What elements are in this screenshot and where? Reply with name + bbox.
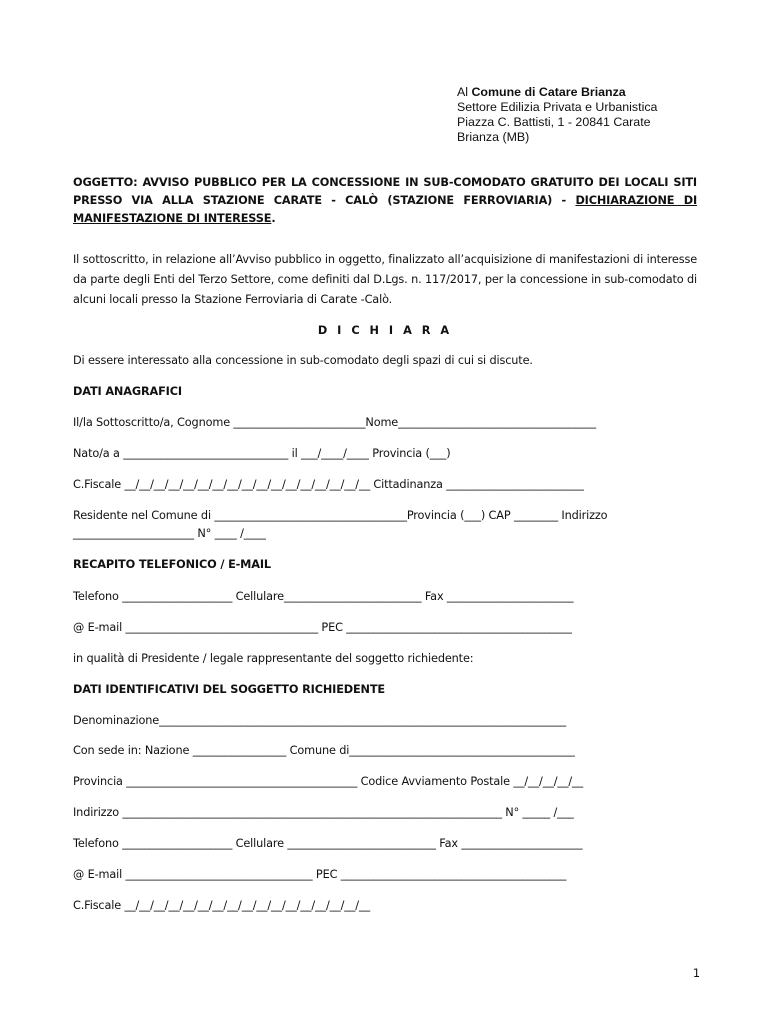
contacts-email-field[interactable]: @ E-mail ___________________________________ PEC _________________________________________ (73, 621, 572, 634)
recipient-prefix: Al (457, 85, 472, 99)
page-number: 1 (692, 967, 700, 980)
personal-birth-field[interactable]: Nato/a a ______________________________ il ___/____/____ Provincia (___) (73, 447, 451, 460)
contacts-phone-field[interactable]: Telefono ____________________ Cellulare_________________________ Fax _______________________ (73, 590, 574, 603)
subject-end: . (271, 212, 276, 225)
recipient-department: Settore Edilizia Privata e Urbanistica (457, 100, 658, 114)
applicant-seat-field[interactable]: Con sede in: Nazione _________________ Comune di_________________________________________ (73, 744, 575, 757)
applicant-heading: DATI IDENTIFICATIVI DEL SOGGETTO RICHIEDENTE (73, 683, 385, 696)
subject-underlined: DICHIARAZIONE DI MANIFESTAZIONE DI INTERESSE (73, 194, 698, 225)
recipient-address-line1: Piazza C. Battisti, 1 - 20841 Carate (457, 115, 651, 129)
applicant-denomination-field[interactable]: Denominazione__________________________________________________________________________ (73, 714, 566, 727)
contacts-heading: RECAPITO TELEFONICO / E-MAIL (73, 558, 271, 571)
recipient-name-line (457, 85, 697, 100)
applicant-tax-code-field[interactable]: C.Fiscale __/__/__/__/__/__/__/__/__/__/__/__/__/__/__/__/__ (73, 899, 370, 912)
personal-name-field[interactable]: Il/la Sottoscritto/a, Cognome ________________________Nome____________________________________ (73, 416, 597, 429)
subject-main: OGGETTO: AVVISO PUBBLICO PER LA CONCESSIONE IN SUB-COMODATO GRATUITO DEI LOCALI SITI PRESSO VIA ALLA STAZIONE CARATE - CALÒ (STAZIONE FERROVIARIA) - (73, 176, 697, 207)
capacity-statement: in qualità di Presidente / legale rappresentante del soggetto richiedente: (73, 652, 474, 665)
personal-residence-address-field[interactable]: ______________________ N° ____ /____ (73, 527, 266, 540)
applicant-province-field[interactable]: Provincia __________________________________________ Codice Avviamento Postale __/__/__/__/__ (73, 775, 583, 788)
applicant-phone-field[interactable]: Telefono ____________________ Cellulare ___________________________ Fax ______________________ (73, 837, 583, 850)
subject-paragraph (73, 174, 697, 228)
recipient-address-block (457, 85, 697, 145)
statement-line: Di essere interessato alla concessione in sub-comodato degli spazi di cui si discute. (73, 354, 533, 367)
recipient-address-line2: Brianza (MB) (457, 130, 530, 144)
personal-residence-field[interactable]: Residente nel Comune di ___________________________________Provincia (___) CAP ________ Indirizzo (73, 509, 608, 522)
recipient-name: Comune di Catare Brianza (471, 85, 626, 99)
personal-data-heading: DATI ANAGRAFICI (73, 385, 182, 398)
declares-heading: D I C H I A R A (317, 324, 453, 337)
personal-tax-code-field[interactable]: C.Fiscale __/__/__/__/__/__/__/__/__/__/__/__/__/__/__/__/__ Cittadinanza _________________________ (73, 478, 584, 491)
applicant-address-field[interactable]: Indirizzo _____________________________________________________________________ N° _____ /___ (73, 806, 574, 819)
applicant-email-field[interactable]: @ E-mail __________________________________ PEC _________________________________________ (73, 868, 567, 881)
intro-paragraph: Il sottoscritto, in relazione all’Avviso pubblico in oggetto, finalizzato all’acquisizione di manifestazioni di interesse da parte degli Enti del Terzo Settore, come definiti dal D.Lgs. n. 117/2017, per la concessione in sub-comodato di alcuni locali presso la Stazione Ferroviaria di Carate -Calò. (73, 253, 697, 306)
